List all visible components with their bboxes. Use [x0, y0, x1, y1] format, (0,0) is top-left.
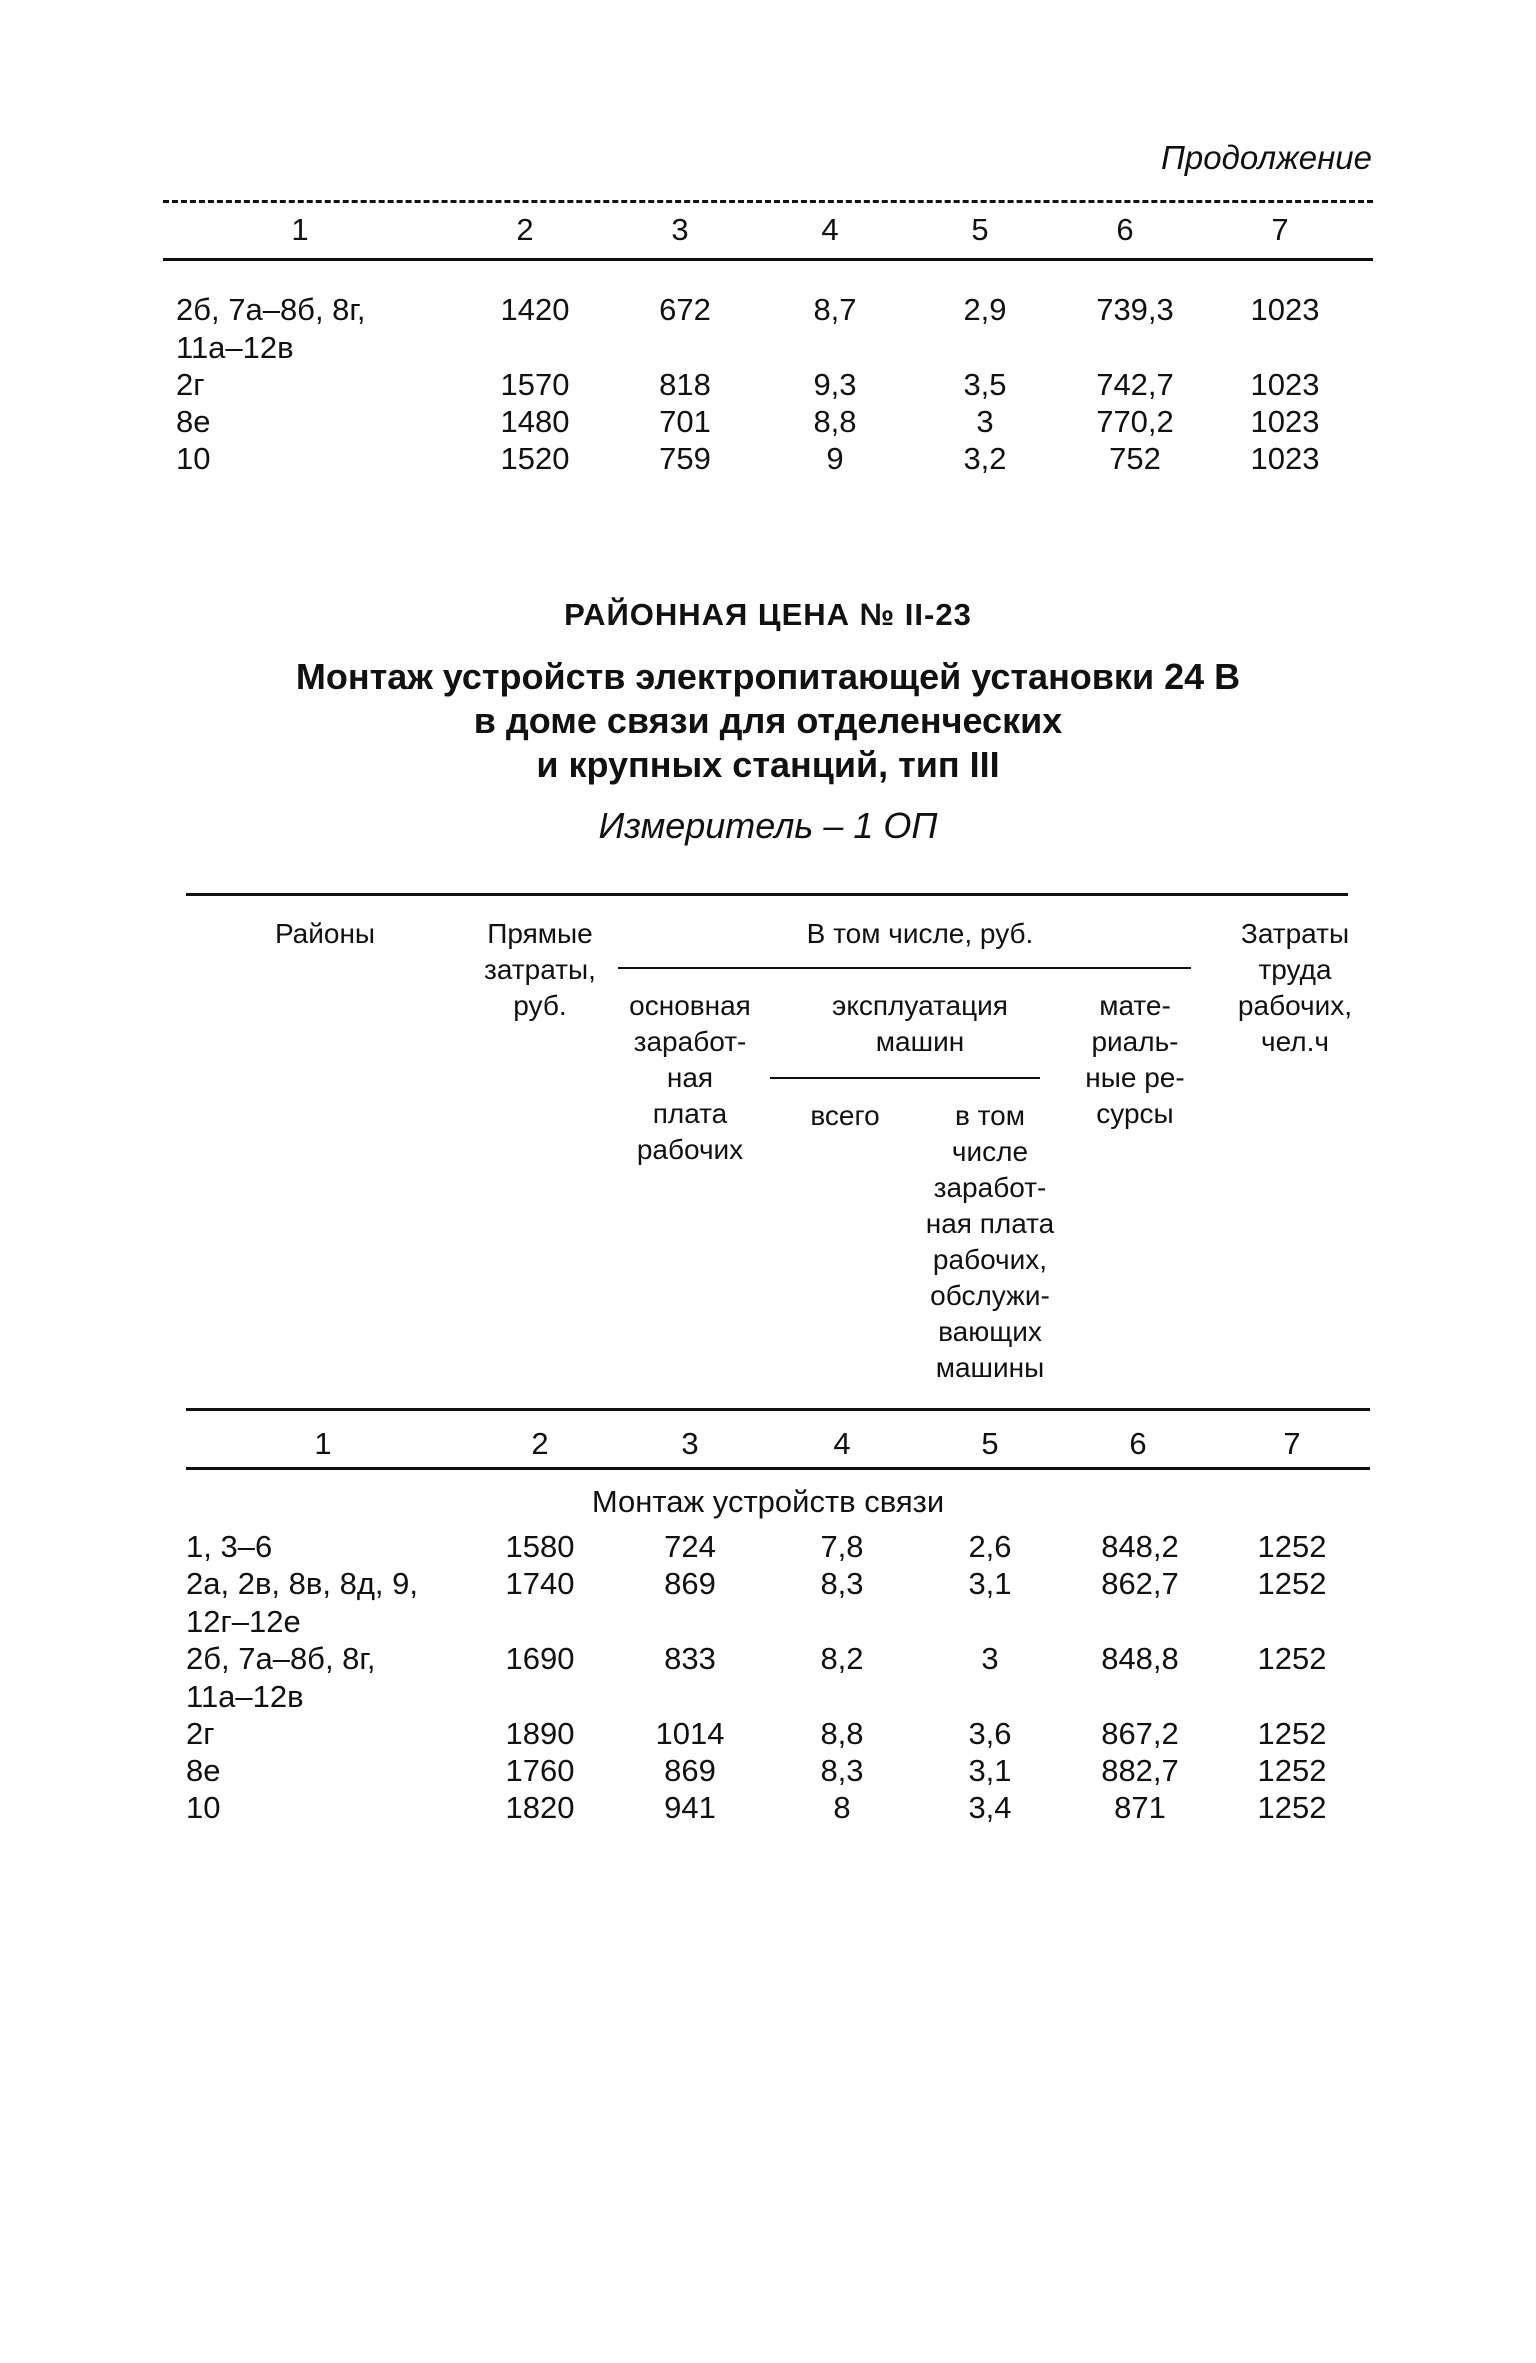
value-cell: 3,2 — [963, 441, 1007, 476]
value-cell: 848,2 — [1101, 1529, 1179, 1564]
value-cell: 1023 — [1250, 292, 1320, 327]
section-title: Монтаж устройств связи — [591, 1484, 945, 1519]
header-total: всего — [810, 1100, 880, 1131]
value-cell: 742,7 — [1096, 367, 1174, 402]
col-number: 7 — [1271, 212, 1289, 247]
header-line: машины — [935, 1352, 1045, 1383]
value-cell: 759 — [659, 441, 711, 476]
bottom-table-header-rule — [186, 1408, 1370, 1411]
region-cell: 2б, 7а–8б, 8г, — [176, 292, 366, 327]
col-number: 2 — [516, 212, 534, 247]
value-cell: 3 — [976, 404, 994, 439]
header-line: заработ- — [933, 1172, 1047, 1203]
header-line: руб. — [513, 990, 567, 1021]
region-cell: 10 — [186, 1790, 221, 1825]
value-cell: 871 — [1114, 1790, 1166, 1825]
value-cell: 1420 — [500, 292, 570, 327]
region-cell: 11а–12в — [186, 1679, 304, 1714]
region-cell: 2а, 2в, 8в, 8д, 9, — [186, 1566, 418, 1601]
value-cell: 3,6 — [968, 1716, 1012, 1751]
header-line: ные ре- — [1085, 1062, 1185, 1093]
value-cell: 3,5 — [963, 367, 1007, 402]
value-cell: 882,7 — [1101, 1753, 1179, 1788]
header-including: В том числе, руб. — [806, 918, 1034, 949]
header-line: машин — [875, 1026, 965, 1057]
header-line: сурсы — [1096, 1098, 1174, 1129]
bottom-table-top-rule — [186, 893, 1348, 896]
value-cell: 8 — [833, 1790, 851, 1825]
header-line: Прямые — [487, 918, 593, 949]
value-cell: 739,3 — [1096, 292, 1174, 327]
value-cell: 1690 — [505, 1641, 575, 1676]
region-cell: 10 — [176, 441, 211, 476]
region-cell: 2б, 7а–8б, 8г, — [186, 1641, 376, 1676]
value-cell: 701 — [659, 404, 711, 439]
col-number: 2 — [531, 1426, 549, 1461]
measure-unit: Измеритель – 1 ОП — [598, 805, 938, 846]
header-line: ная плата — [925, 1208, 1055, 1239]
continuation-label: Продолжение — [1160, 139, 1372, 176]
value-cell: 1023 — [1250, 404, 1320, 439]
value-cell: 869 — [664, 1566, 716, 1601]
value-cell: 3,4 — [968, 1790, 1012, 1825]
value-cell: 941 — [664, 1790, 716, 1825]
top-table-header-rule — [163, 258, 1373, 261]
region-cell: 11а–12в — [176, 330, 294, 365]
value-cell: 9 — [826, 441, 844, 476]
top-table-top-rule — [163, 200, 1373, 203]
value-cell: 1252 — [1257, 1790, 1327, 1825]
value-cell: 672 — [659, 292, 711, 327]
page-title-line-3: и крупных станций, тип III — [536, 744, 1000, 785]
header-line: риаль- — [1091, 1026, 1179, 1057]
value-cell: 7,8 — [820, 1529, 864, 1564]
value-cell: 3 — [981, 1641, 999, 1676]
header-line: заработ- — [633, 1026, 747, 1057]
header-including-rule — [618, 967, 1191, 969]
value-cell: 1252 — [1257, 1529, 1327, 1564]
value-cell: 867,2 — [1101, 1716, 1179, 1751]
value-cell: 833 — [664, 1641, 716, 1676]
bottom-table-numbers-rule — [186, 1467, 1370, 1470]
header-line: труда — [1258, 954, 1332, 985]
col-number: 4 — [833, 1426, 851, 1461]
value-cell: 1520 — [500, 441, 570, 476]
header-line: числе — [951, 1136, 1029, 1167]
value-cell: 8,8 — [820, 1716, 864, 1751]
region-cell: 2г — [186, 1716, 215, 1751]
value-cell: 1580 — [505, 1529, 575, 1564]
value-cell: 9,3 — [813, 367, 857, 402]
header-line: Затраты — [1240, 918, 1350, 949]
col-number: 1 — [314, 1426, 332, 1461]
col-number: 6 — [1116, 212, 1134, 247]
value-cell: 1023 — [1250, 367, 1320, 402]
header-line: обслужи- — [930, 1280, 1050, 1311]
value-cell: 8,3 — [820, 1566, 864, 1601]
value-cell: 869 — [664, 1753, 716, 1788]
value-cell: 770,2 — [1096, 404, 1174, 439]
value-cell: 8,2 — [820, 1641, 864, 1676]
value-cell: 862,7 — [1101, 1566, 1179, 1601]
value-cell: 8,7 — [813, 292, 857, 327]
value-cell: 2,6 — [968, 1529, 1012, 1564]
header-line: рабочих, — [932, 1244, 1048, 1275]
region-cell: 12г–12е — [186, 1604, 301, 1639]
header-line: мате- — [1099, 990, 1171, 1021]
value-cell: 1570 — [500, 367, 570, 402]
value-cell: 1480 — [500, 404, 570, 439]
header-line: затраты, — [484, 954, 596, 985]
col-number: 6 — [1129, 1426, 1147, 1461]
header-line: плата — [652, 1098, 728, 1129]
page-title-line-2: в доме связи для отделенческих — [473, 700, 1063, 741]
price-heading: РАЙОННАЯ ЦЕНА № II-23 — [564, 597, 972, 632]
region-cell: 2г — [176, 367, 205, 402]
col-number: 5 — [971, 212, 989, 247]
col-number: 4 — [821, 212, 839, 247]
header-line: рабочих, — [1237, 990, 1353, 1021]
value-cell: 724 — [664, 1529, 716, 1564]
value-cell: 848,8 — [1101, 1641, 1179, 1676]
col-number: 3 — [681, 1426, 699, 1461]
region-cell: 8е — [176, 404, 211, 439]
value-cell: 1740 — [505, 1566, 575, 1601]
value-cell: 8,3 — [820, 1753, 864, 1788]
value-cell: 3,1 — [968, 1566, 1012, 1601]
value-cell: 1252 — [1257, 1641, 1327, 1676]
value-cell: 2,9 — [963, 292, 1007, 327]
col-number: 7 — [1283, 1426, 1301, 1461]
value-cell: 818 — [659, 367, 711, 402]
col-number: 5 — [981, 1426, 999, 1461]
page-title-line-1: Монтаж устройств электропитающей установки 24 В — [295, 656, 1241, 697]
value-cell: 1252 — [1257, 1566, 1327, 1601]
header-machine-rule — [770, 1077, 1040, 1079]
value-cell: 1023 — [1250, 441, 1320, 476]
value-cell: 1760 — [505, 1753, 575, 1788]
region-cell: 8е — [186, 1753, 221, 1788]
value-cell: 1820 — [505, 1790, 575, 1825]
value-cell: 3,1 — [968, 1753, 1012, 1788]
value-cell: 1890 — [505, 1716, 575, 1751]
value-cell: 1014 — [655, 1716, 725, 1751]
header-line: основная — [629, 990, 751, 1021]
header-line: в том — [955, 1100, 1025, 1131]
value-cell: 1252 — [1257, 1753, 1327, 1788]
region-cell: 1, 3–6 — [186, 1529, 273, 1564]
header-line: ная — [666, 1062, 714, 1093]
header-line: вающих — [938, 1316, 1042, 1347]
value-cell: 1252 — [1257, 1716, 1327, 1751]
header-line: чел.ч — [1261, 1026, 1329, 1057]
header-line: эксплуатация — [832, 990, 1008, 1021]
value-cell: 752 — [1109, 441, 1161, 476]
col-number: 3 — [671, 212, 689, 247]
header-regions: Районы — [274, 918, 376, 949]
value-cell: 8,8 — [813, 404, 857, 439]
header-line: рабочих — [636, 1134, 744, 1165]
col-number: 1 — [291, 212, 309, 247]
